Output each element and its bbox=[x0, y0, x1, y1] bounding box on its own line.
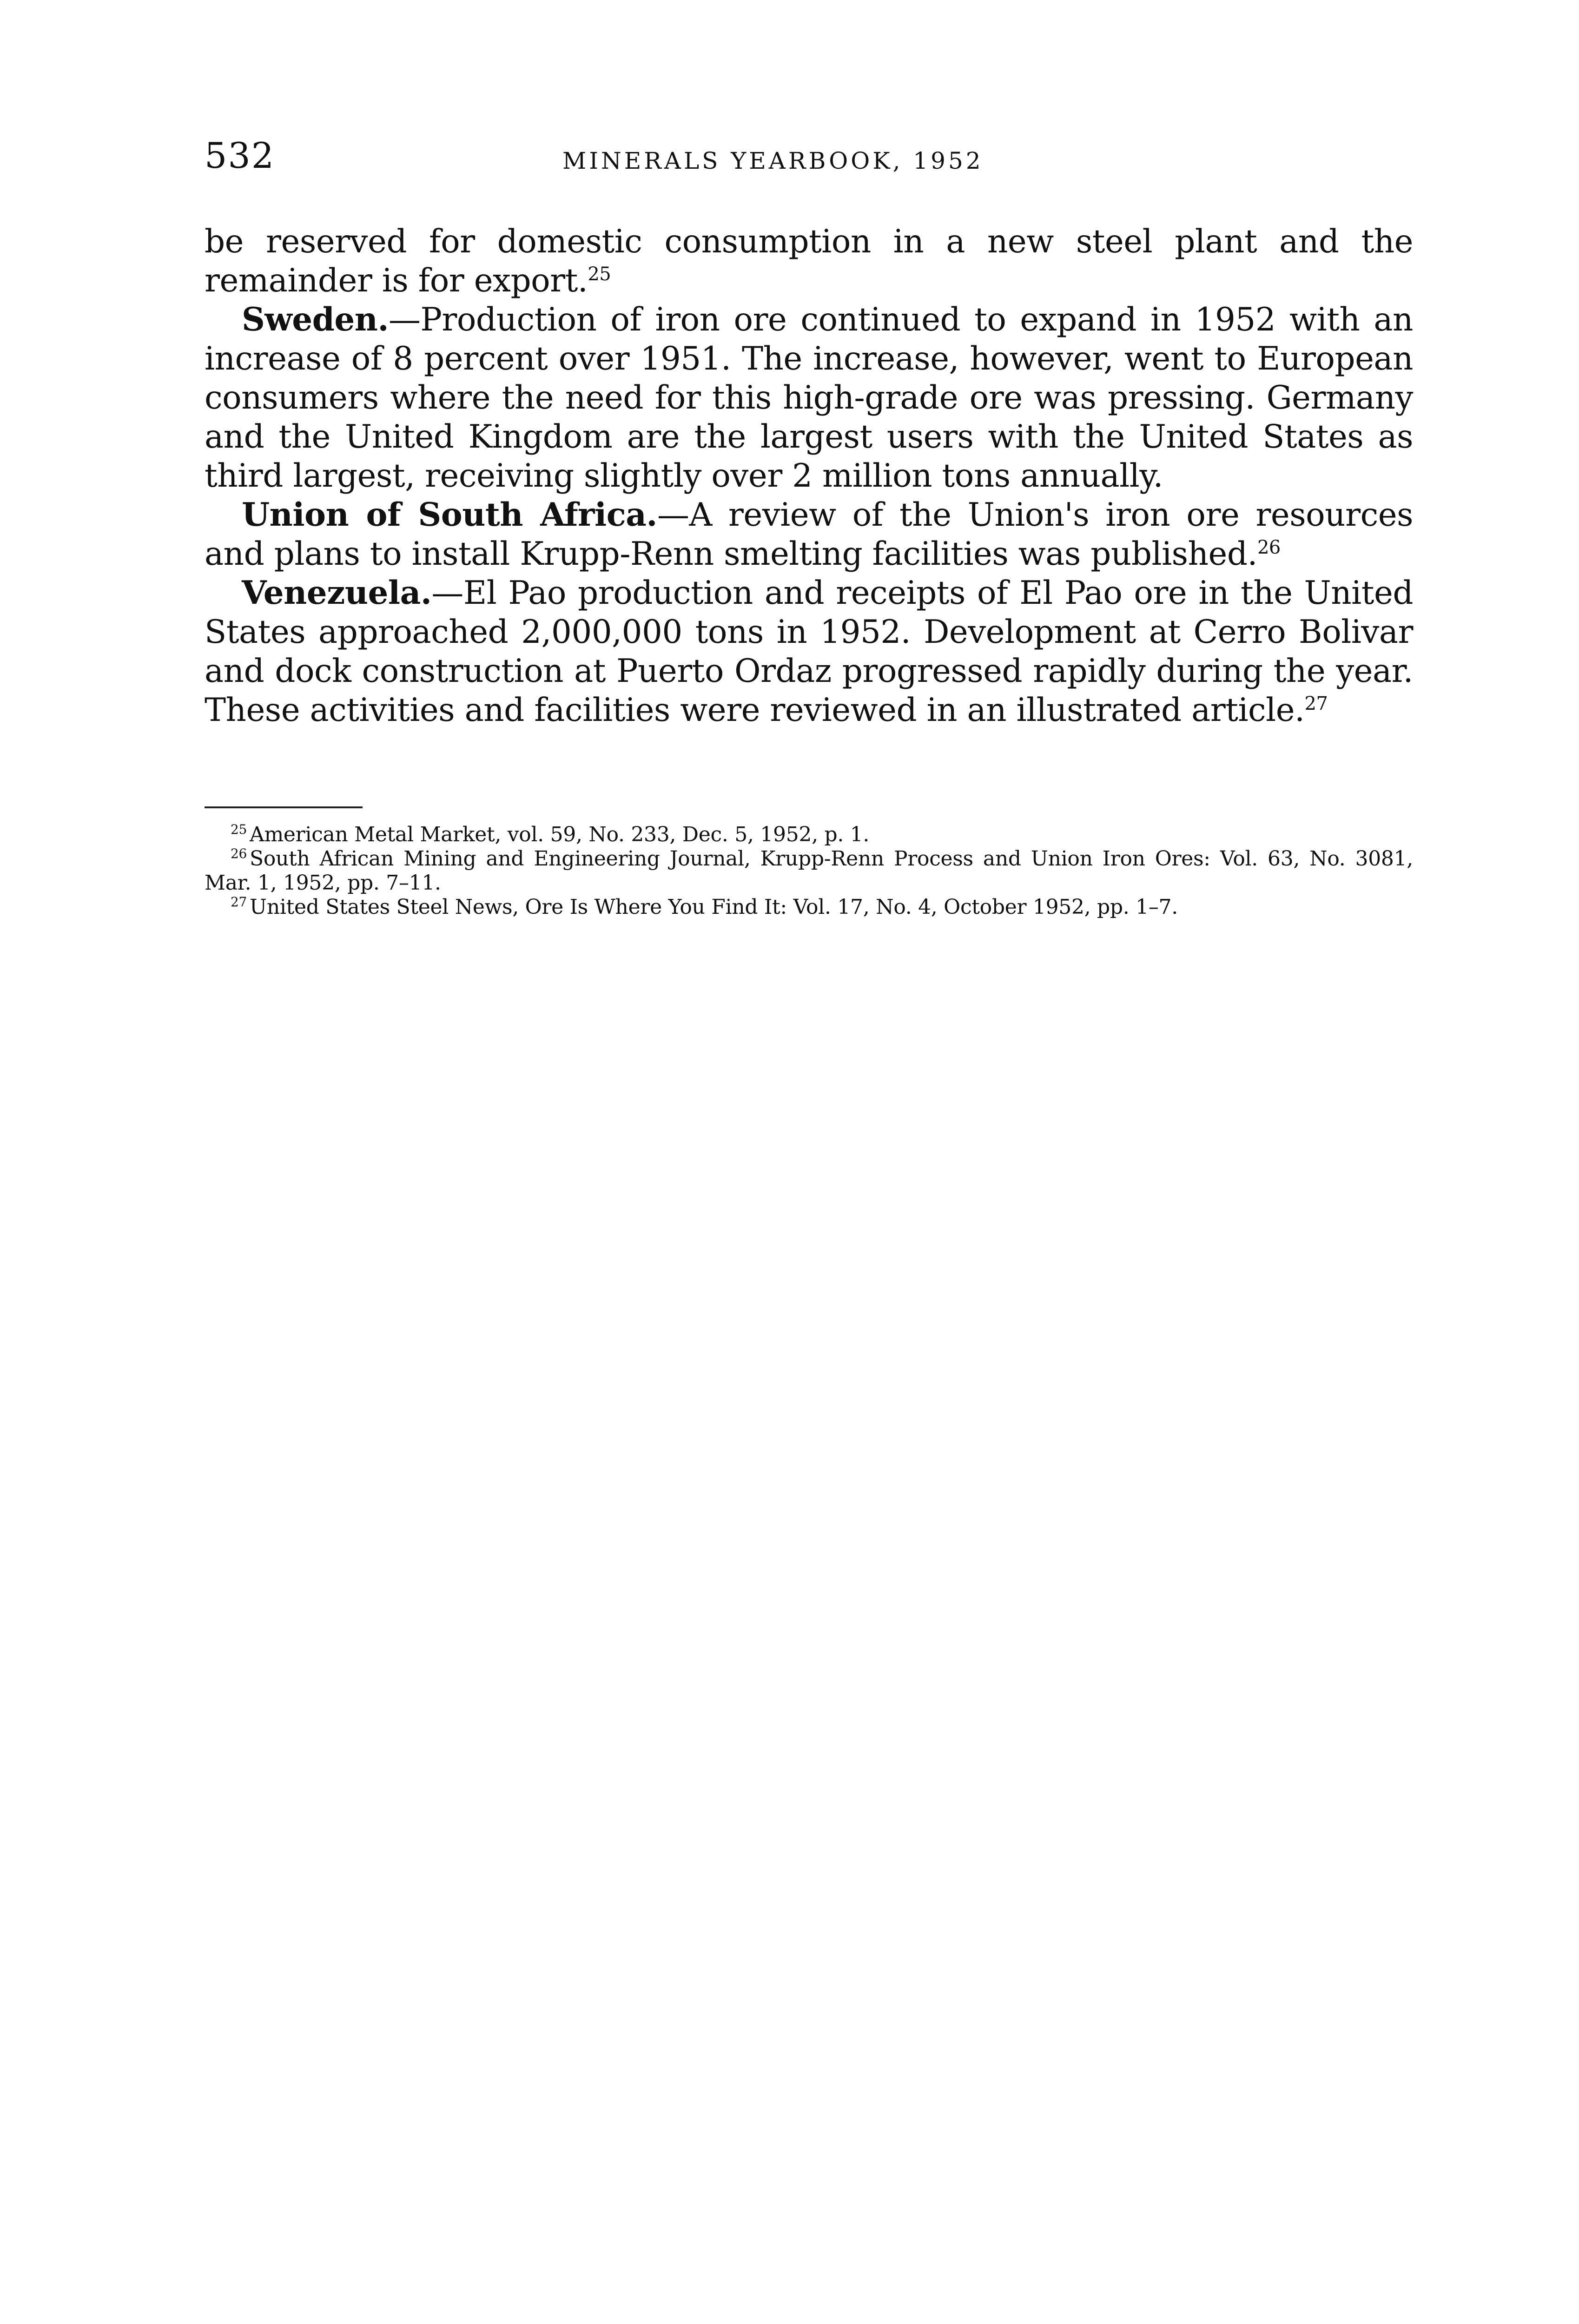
page-number: 532 bbox=[205, 135, 275, 176]
paragraph-text: —Production of iron ore continued to expand in 1952 with an increase of 8 percent over 1951. The increase, however, went to European consumers where the need for this high-grade ore was pressing. Germany and the United Kingdom are the largest users with the United States as third largest, receiving slightly over 2 million tons annually. bbox=[205, 301, 1413, 495]
paragraph-text: —El Pao production and receipts of El Pao ore in the United States approached 2,000,000 tons in 1952. Development at Cerro Bolivar and dock construction at Puerto Ordaz progressed rapidly during the year. These activities and facilities were reviewed in an illustrated article. bbox=[205, 574, 1413, 729]
paragraph-union-of-south-africa bbox=[205, 495, 1413, 574]
paragraph-heading: Sweden. bbox=[242, 301, 389, 338]
paragraph-continuation bbox=[205, 222, 1413, 300]
footnote-25 bbox=[205, 823, 1413, 847]
paragraph-heading: Union of South Africa. bbox=[242, 496, 657, 534]
footnote-mark: 27 bbox=[231, 894, 247, 910]
footnote-26 bbox=[205, 847, 1413, 895]
paragraph-text: —A review of the Union's iron ore resources and plans to install Krupp-Renn smelting facilities was published. bbox=[205, 496, 1413, 573]
paragraph-text: be reserved for domestic consumption in a new steel plant and the remainder is for export. bbox=[205, 223, 1413, 299]
paragraph-heading: Venezuela. bbox=[242, 574, 432, 612]
running-head: MINERALS YEARBOOK, 1952 bbox=[562, 147, 984, 174]
footnotes bbox=[205, 823, 1413, 919]
paragraph-venezuela bbox=[205, 574, 1413, 730]
page-header bbox=[205, 135, 1413, 186]
footnote-text: American Metal Market, vol. 59, No. 233, Dec. 5, 1952, p. 1. bbox=[250, 823, 870, 846]
footnote-divider bbox=[205, 806, 363, 808]
footnote-27 bbox=[205, 895, 1413, 919]
footnote-mark: 26 bbox=[231, 846, 247, 862]
body-text bbox=[205, 222, 1413, 730]
footnote-ref: 27 bbox=[1304, 693, 1328, 714]
footnote-ref: 25 bbox=[588, 264, 611, 285]
footnote-text: South African Mining and Engineering Journal, Krupp-Renn Process and Union Iron Ores: Vol. 63, No. 3081, Mar. 1, 1952, pp. 7–11. bbox=[205, 847, 1413, 895]
footnote-mark: 25 bbox=[231, 822, 247, 838]
paragraph-sweden bbox=[205, 300, 1413, 495]
footnote-ref: 26 bbox=[1257, 537, 1281, 558]
footnote-text: United States Steel News, Ore Is Where You Find It: Vol. 17, No. 4, October 1952, pp. 1–7. bbox=[250, 895, 1178, 919]
